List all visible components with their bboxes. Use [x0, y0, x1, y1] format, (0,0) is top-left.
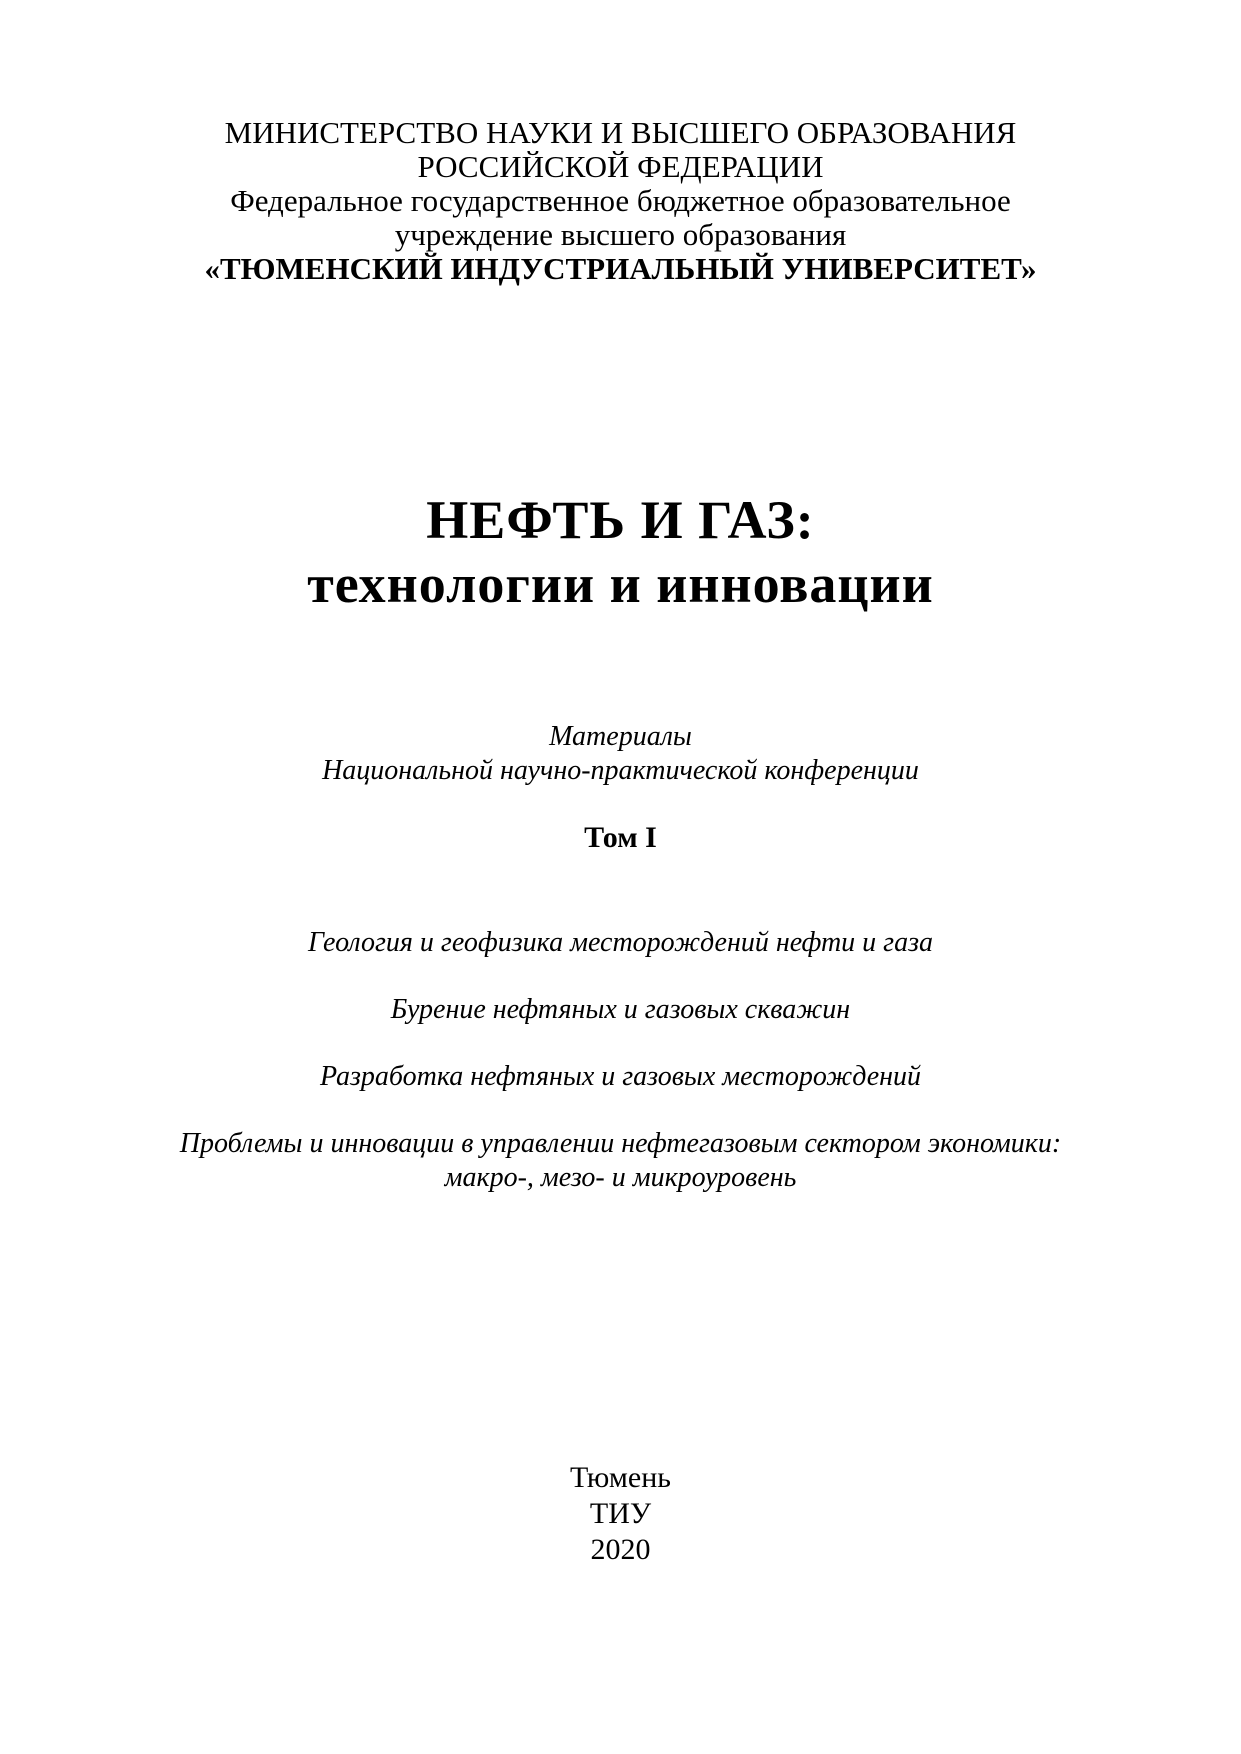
- institution-type-line-2: учреждение высшего образования: [394, 217, 847, 252]
- section-label-continued: макро-, мезо- и микроуровень: [444, 1162, 797, 1193]
- document-title: [0, 488, 1241, 616]
- institution-header: [0, 116, 1241, 286]
- section-label: Разработка нефтяных и газовых месторождений: [319, 1061, 922, 1092]
- ministry-line-2: РОССИЙСКОЙ ФЕДЕРАЦИИ: [417, 149, 824, 184]
- university-name: «ТЮМЕНСКИЙ ИНДУСТРИАЛЬНЫЙ УНИВЕРСИТЕТ»: [204, 251, 1037, 286]
- volume-label: [0, 820, 1241, 856]
- ministry-line-1: МИНИСТЕРСТВО НАУКИ И ВЫСШЕГО ОБРАЗОВАНИЯ: [224, 115, 1017, 150]
- title-line-1: НЕФТЬ И ГАЗ:: [426, 490, 815, 550]
- section-development: [0, 1060, 1241, 1094]
- imprint-city: Тюмень: [570, 1461, 671, 1494]
- section-label: Геология и геофизика месторождений нефти и газа: [307, 927, 934, 958]
- conference-name: Национальной научно-практической конференции: [322, 755, 919, 786]
- section-label: Проблемы и инновации в управлении нефтегазовым сектором экономики:: [179, 1128, 1062, 1159]
- institution-type-line-1: Федеральное государственное бюджетное образовательное: [230, 183, 1011, 218]
- section-label: Бурение нефтяных и газовых скважин: [390, 994, 851, 1025]
- imprint-publisher: ТИУ: [589, 1497, 652, 1530]
- materials-label: Материалы: [549, 721, 692, 752]
- title-line-2: технологии и инновации: [307, 554, 934, 614]
- imprint: [0, 1460, 1241, 1568]
- section-drilling: [0, 993, 1241, 1027]
- volume-number: Том I: [584, 821, 657, 854]
- conference-subtitle: [0, 720, 1241, 788]
- section-economics: [0, 1127, 1241, 1195]
- imprint-year: 2020: [590, 1533, 651, 1566]
- section-geology: [0, 926, 1241, 960]
